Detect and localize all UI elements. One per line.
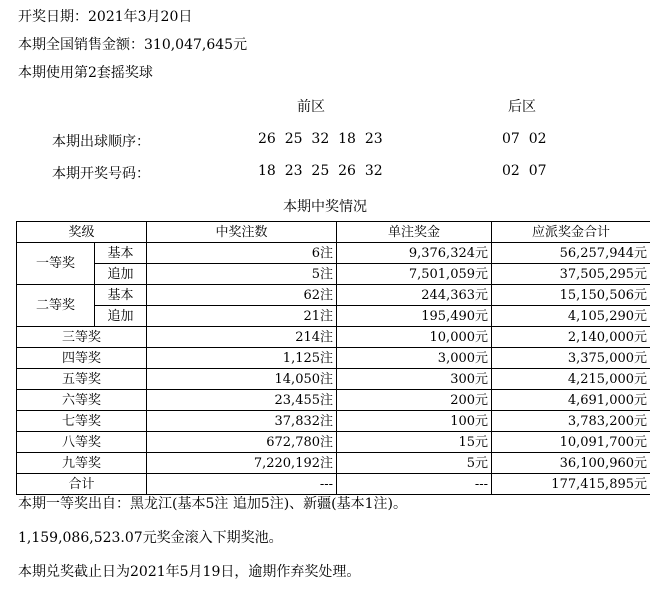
table-row (17, 369, 650, 390)
single-prize: 195,490元 (337, 306, 492, 327)
header-prize: 单注奖金 (337, 222, 492, 243)
single-prize: --- (337, 474, 492, 495)
total-prize: 4,215,000元 (492, 369, 650, 390)
level-name: 九等奖 (17, 453, 147, 474)
table-row (17, 306, 650, 327)
back-zone-header: 后区 (508, 99, 536, 115)
win-count: 37,832注 (147, 411, 337, 432)
sub-level: 基本 (95, 243, 147, 264)
win-count: 1,125注 (147, 348, 337, 369)
total-prize: 10,091,700元 (492, 432, 650, 453)
level-name: 六等奖 (17, 390, 147, 411)
sub-level: 追加 (95, 306, 147, 327)
single-prize: 244,363元 (337, 285, 492, 306)
total-prize: 177,415,895元 (492, 474, 650, 495)
table-row (17, 390, 650, 411)
prize-table (16, 221, 650, 495)
table-row (17, 411, 650, 432)
single-prize: 15元 (337, 432, 492, 453)
win-count: --- (147, 474, 337, 495)
table-header-row (17, 222, 650, 243)
table-row (17, 432, 650, 453)
total-prize: 37,505,295元 (492, 264, 650, 285)
header-count: 中奖注数 (147, 222, 337, 243)
total-row (17, 474, 650, 495)
single-prize: 5元 (337, 453, 492, 474)
win-count: 672,780注 (147, 432, 337, 453)
level-name: 一等奖 (17, 243, 95, 285)
total-prize: 56,257,944元 (492, 243, 650, 264)
table-title: 本期中奖情况 (283, 199, 367, 215)
win-count: 7,220,192注 (147, 453, 337, 474)
order-back-numbers: 07 02 (502, 131, 547, 147)
single-prize: 300元 (337, 369, 492, 390)
front-zone-header: 前区 (297, 99, 325, 115)
sub-level: 追加 (95, 264, 147, 285)
win-count: 6注 (147, 243, 337, 264)
table-row (17, 243, 650, 264)
level-name: 四等奖 (17, 348, 147, 369)
sales-amount: 本期全国销售金额：310,047,645元 (18, 37, 248, 53)
first-prize-origin: 本期一等奖出自：黑龙江(基本5注 追加5注)、新疆(基本1注)。 (18, 496, 408, 512)
sub-level: 基本 (95, 285, 147, 306)
total-prize: 4,105,290元 (492, 306, 650, 327)
single-prize: 7,501,059元 (337, 264, 492, 285)
win-count: 21注 (147, 306, 337, 327)
single-prize: 9,376,324元 (337, 243, 492, 264)
level-name: 二等奖 (17, 285, 95, 327)
claim-deadline: 本期兑奖截止日为2021年5月19日，逾期作弃奖处理。 (18, 564, 361, 580)
win-count: 5注 (147, 264, 337, 285)
total-prize: 2,140,000元 (492, 327, 650, 348)
win-count: 14,050注 (147, 369, 337, 390)
jackpot-rollover: 1,159,086,523.07元奖金滚入下期奖池。 (18, 530, 283, 546)
single-prize: 3,000元 (337, 348, 492, 369)
level-name: 七等奖 (17, 411, 147, 432)
single-prize: 100元 (337, 411, 492, 432)
table-row (17, 285, 650, 306)
level-name: 三等奖 (17, 327, 147, 348)
table-row (17, 264, 650, 285)
winning-front-numbers: 18 23 25 26 32 (258, 163, 383, 179)
win-count: 62注 (147, 285, 337, 306)
win-count: 23,455注 (147, 390, 337, 411)
numbers-label: 本期开奖号码： (52, 166, 150, 182)
single-prize: 200元 (337, 390, 492, 411)
win-count: 214注 (147, 327, 337, 348)
table-row (17, 453, 650, 474)
ball-set: 本期使用第2套摇奖球 (18, 65, 153, 81)
header-level: 奖级 (17, 222, 147, 243)
total-prize: 36,100,960元 (492, 453, 650, 474)
header-total: 应派奖金合计 (492, 222, 650, 243)
draw-date: 开奖日期：2021年3月20日 (18, 9, 193, 25)
total-prize: 3,783,200元 (492, 411, 650, 432)
order-front-numbers: 26 25 32 18 23 (258, 131, 383, 147)
total-label: 合计 (17, 474, 147, 495)
total-prize: 15,150,506元 (492, 285, 650, 306)
table-row (17, 327, 650, 348)
single-prize: 10,000元 (337, 327, 492, 348)
table-row (17, 348, 650, 369)
winning-back-numbers: 02 07 (502, 163, 547, 179)
level-name: 八等奖 (17, 432, 147, 453)
level-name: 五等奖 (17, 369, 147, 390)
total-prize: 4,691,000元 (492, 390, 650, 411)
order-label: 本期出球顺序： (52, 134, 150, 150)
total-prize: 3,375,000元 (492, 348, 650, 369)
